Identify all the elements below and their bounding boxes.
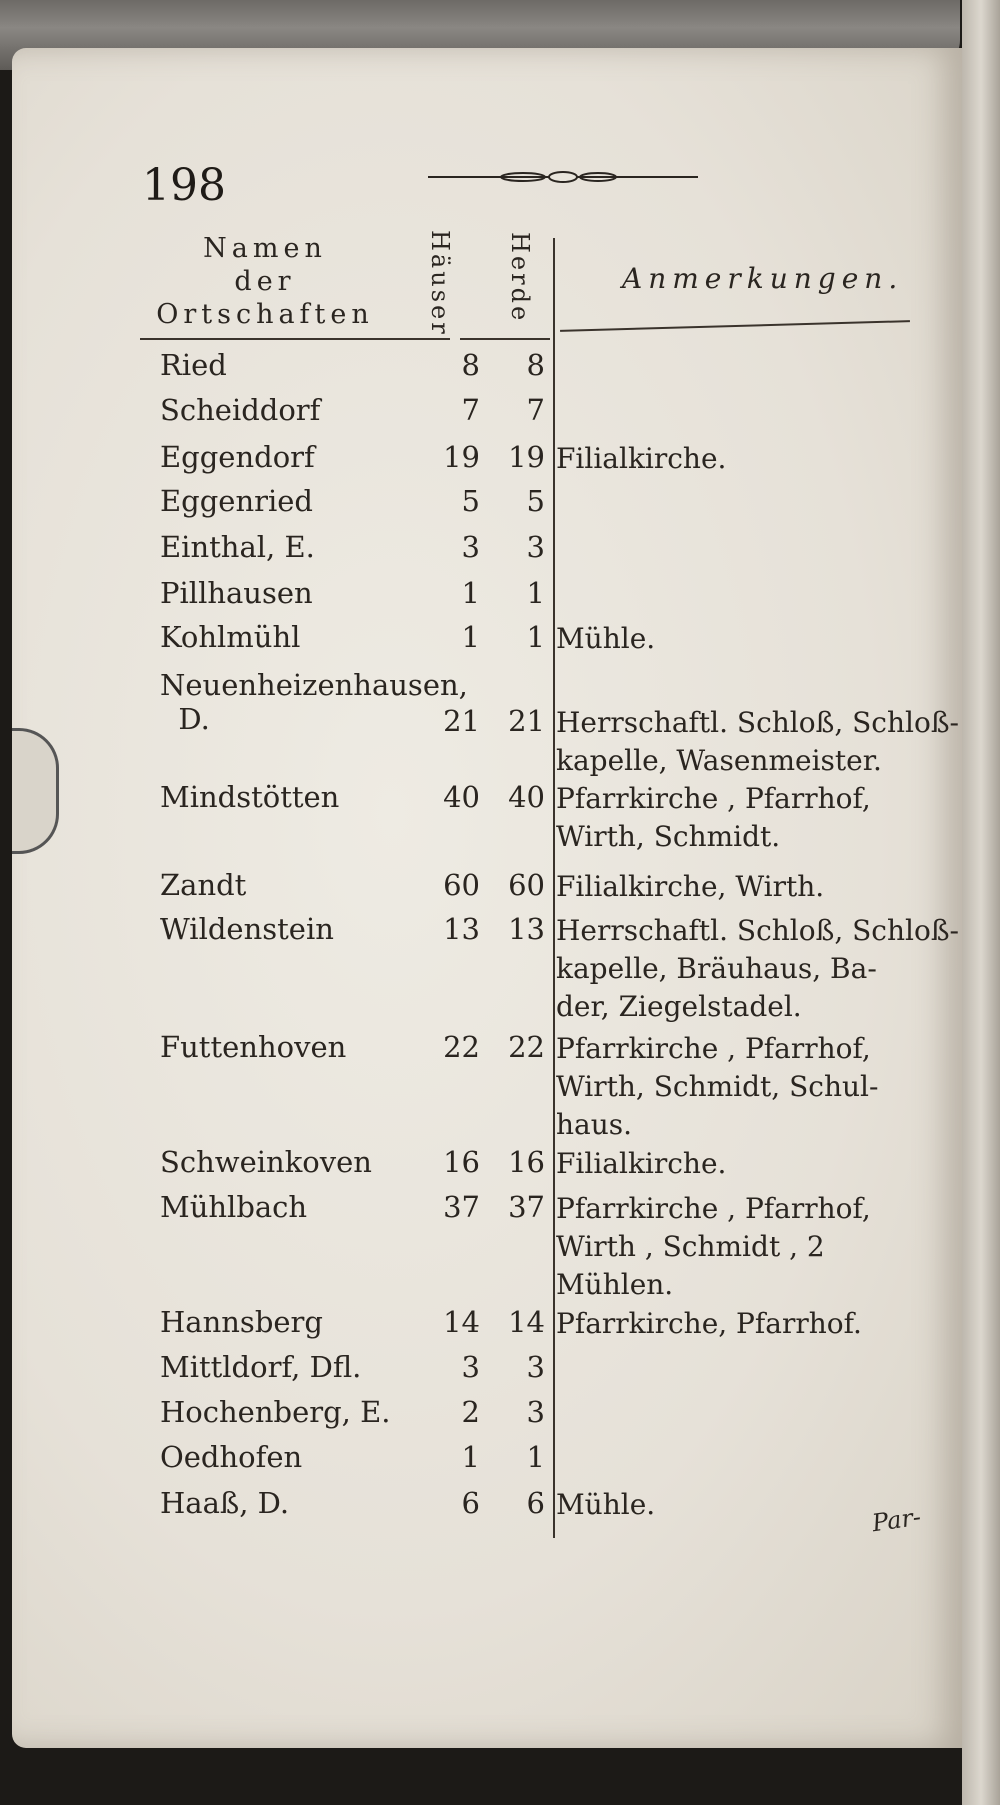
- houses-count: 13: [443, 912, 480, 946]
- houses-count: 1: [461, 1440, 480, 1474]
- place-name: Eggendorf: [160, 440, 315, 474]
- houses-count: 21: [443, 704, 480, 738]
- header-ornament: [428, 170, 698, 184]
- hearths-count: 8: [526, 348, 545, 382]
- houses-count: 2: [461, 1395, 480, 1429]
- place-note: Herrschaftl. Schloß, Schloß- kapelle, Bräuhaus, Ba- der, Ziegelstadel.: [556, 914, 959, 1023]
- houses-count: 1: [461, 620, 480, 654]
- place-name: Futtenhoven: [160, 1030, 347, 1064]
- place-note: Mühle.: [556, 622, 656, 655]
- hearths-count: 22: [508, 1030, 545, 1064]
- place-name: Einthal, E.: [160, 530, 315, 564]
- houses-count: 22: [443, 1030, 480, 1064]
- next-page-edge: [962, 0, 1000, 1805]
- place-name: Kohlmühl: [160, 620, 301, 654]
- houses-count: 3: [461, 530, 480, 564]
- houses-count: 1: [461, 576, 480, 610]
- hearths-count: 14: [508, 1305, 545, 1339]
- hearths-count: 37: [508, 1190, 545, 1224]
- header-line-1: Namen: [203, 233, 327, 264]
- column-header-houses: Häuser: [426, 230, 454, 337]
- hearths-count: 5: [526, 484, 545, 518]
- header-line-3: Ortschaften: [156, 299, 374, 330]
- houses-count: 14: [443, 1305, 480, 1339]
- column-header-names: [150, 232, 380, 331]
- place-name: Haaß, D.: [160, 1486, 290, 1520]
- houses-count: 6: [461, 1486, 480, 1520]
- houses-count: 19: [443, 440, 480, 474]
- hearths-count: 1: [526, 1440, 545, 1474]
- houses-count: 16: [443, 1145, 480, 1179]
- hearths-count: 1: [526, 576, 545, 610]
- page-number: 198: [142, 160, 226, 211]
- hearths-count: 3: [526, 1395, 545, 1429]
- place-note: Filialkirche, Wirth.: [556, 870, 825, 903]
- hearths-count: 16: [508, 1145, 545, 1179]
- place-name: Wildenstein: [160, 912, 334, 946]
- place-name: Neuenheizenhausen, D.: [160, 668, 468, 736]
- place-name: Eggenried: [160, 484, 314, 518]
- place-note: Pfarrkirche , Pfarrhof, Wirth, Schmidt.: [556, 782, 871, 853]
- houses-count: 40: [443, 780, 480, 814]
- hearths-count: 1: [526, 620, 545, 654]
- hearths-count: 6: [526, 1486, 545, 1520]
- catchword: Par-: [870, 1502, 923, 1538]
- houses-count: 7: [461, 393, 480, 427]
- hearths-count: 13: [508, 912, 545, 946]
- place-name: Mindstötten: [160, 780, 340, 814]
- header-rule-left: [140, 338, 450, 340]
- houses-count: 60: [443, 868, 480, 902]
- houses-count: 37: [443, 1190, 480, 1224]
- place-name: Schweinkoven: [160, 1145, 372, 1179]
- place-name: Hannsberg: [160, 1305, 323, 1339]
- hearths-count: 21: [508, 704, 545, 738]
- place-note: Pfarrkirche , Pfarrhof, Wirth , Schmidt , 2 Mühlen.: [556, 1192, 871, 1301]
- hearths-count: 40: [508, 780, 545, 814]
- header-line-2: der: [234, 266, 296, 297]
- place-name: Oedhofen: [160, 1440, 303, 1474]
- column-header-hearths: Herde: [506, 232, 534, 324]
- hearths-count: 60: [508, 868, 545, 902]
- hearths-count: 7: [526, 393, 545, 427]
- place-note: Filialkirche.: [556, 1147, 727, 1180]
- place-note: Mühle.: [556, 1488, 656, 1521]
- place-name: Mittldorf, Dfl.: [160, 1350, 362, 1384]
- place-name: Ried: [160, 348, 227, 382]
- place-name: Zandt: [160, 868, 247, 902]
- hearths-count: 3: [526, 530, 545, 564]
- place-note: Herrschaftl. Schloß, Schloß- kapelle, Wasenmeister.: [556, 706, 959, 777]
- place-name: Mühlbach: [160, 1190, 308, 1224]
- column-divider: [553, 238, 555, 1538]
- place-name: Hochenberg, E.: [160, 1395, 391, 1429]
- hearths-count: 3: [526, 1350, 545, 1384]
- houses-count: 5: [461, 484, 480, 518]
- houses-count: 3: [461, 1350, 480, 1384]
- column-header-notes: Anmerkungen.: [622, 262, 904, 295]
- place-name: Scheiddorf: [160, 393, 321, 427]
- page-clip: [12, 728, 59, 854]
- header-rule-mid: [460, 338, 550, 340]
- hearths-count: 19: [508, 440, 545, 474]
- houses-count: 8: [461, 348, 480, 382]
- place-note: Pfarrkirche, Pfarrhof.: [556, 1307, 862, 1340]
- place-name: Pillhausen: [160, 576, 313, 610]
- place-note: Filialkirche.: [556, 442, 727, 475]
- place-note: Pfarrkirche , Pfarrhof, Wirth, Schmidt, Schul- haus.: [556, 1032, 879, 1141]
